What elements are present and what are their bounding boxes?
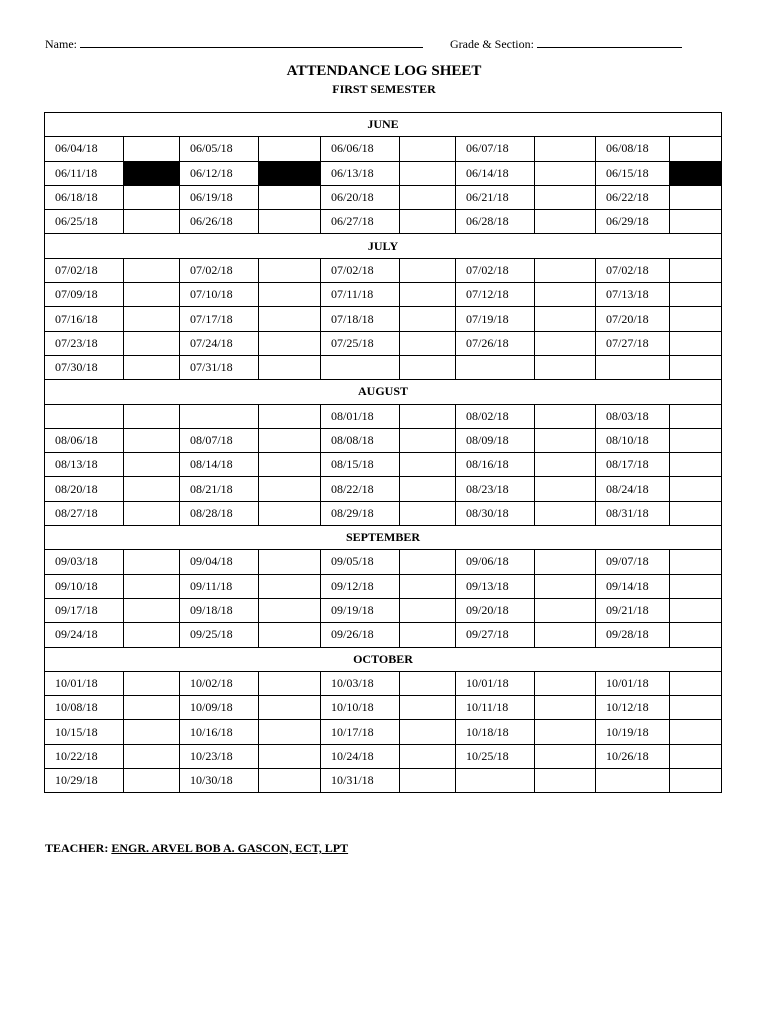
date-cell: 10/01/18 [456, 671, 535, 695]
date-cell: 07/02/18 [596, 258, 670, 282]
name-field [45, 37, 423, 52]
date-cell: 06/07/18 [456, 137, 535, 161]
attendance-cell[interactable] [400, 283, 456, 307]
date-cell: 09/17/18 [45, 598, 124, 622]
attendance-cell[interactable] [400, 574, 456, 598]
date-cell: 10/31/18 [321, 769, 400, 793]
attendance-cell[interactable] [400, 720, 456, 744]
date-cell: 06/20/18 [321, 185, 400, 209]
attendance-cell[interactable] [670, 671, 722, 695]
date-cell: 10/03/18 [321, 671, 400, 695]
attendance-cell[interactable] [535, 453, 596, 477]
date-cell: 10/08/18 [45, 696, 124, 720]
attendance-cell[interactable] [670, 550, 722, 574]
attendance-cell[interactable] [259, 185, 321, 209]
date-cell: 07/13/18 [596, 283, 670, 307]
date-cell: 08/20/18 [45, 477, 124, 501]
attendance-cell[interactable] [124, 283, 180, 307]
attendance-cell[interactable] [400, 210, 456, 234]
date-cell: 07/10/18 [180, 283, 259, 307]
attendance-cell[interactable] [535, 161, 596, 185]
date-cell: 07/23/18 [45, 331, 124, 355]
attendance-cell[interactable] [670, 453, 722, 477]
date-cell: 07/31/18 [180, 355, 259, 379]
table-row [45, 283, 722, 307]
date-cell: 07/25/18 [321, 331, 400, 355]
attendance-cell[interactable] [535, 428, 596, 452]
date-cell: 09/28/18 [596, 623, 670, 647]
attendance-cell[interactable] [535, 720, 596, 744]
date-cell: 09/03/18 [45, 550, 124, 574]
attendance-cell[interactable] [259, 283, 321, 307]
attendance-cell[interactable] [670, 185, 722, 209]
date-cell: 07/02/18 [45, 258, 124, 282]
table-row [45, 744, 722, 768]
date-cell: 10/24/18 [321, 744, 400, 768]
date-cell: 08/29/18 [321, 501, 400, 525]
date-cell: 08/21/18 [180, 477, 259, 501]
date-cell: 07/24/18 [180, 331, 259, 355]
date-cell: 10/16/18 [180, 720, 259, 744]
date-cell: 08/03/18 [596, 404, 670, 428]
attendance-cell[interactable] [400, 404, 456, 428]
attendance-cell[interactable] [124, 501, 180, 525]
attendance-cell[interactable] [400, 623, 456, 647]
date-cell: 08/14/18 [180, 453, 259, 477]
month-header-row [45, 380, 722, 404]
date-cell: 06/12/18 [180, 161, 259, 185]
attendance-cell[interactable] [670, 137, 722, 161]
month-header: JULY [45, 234, 722, 258]
date-cell: 09/11/18 [180, 574, 259, 598]
attendance-cell[interactable] [535, 210, 596, 234]
attendance-cell[interactable] [124, 598, 180, 622]
date-cell: 07/16/18 [45, 307, 124, 331]
date-cell: 06/28/18 [456, 210, 535, 234]
attendance-cell[interactable] [124, 210, 180, 234]
attendance-cell[interactable] [400, 258, 456, 282]
date-cell: 06/06/18 [321, 137, 400, 161]
table-row [45, 331, 722, 355]
date-cell [180, 404, 259, 428]
attendance-cell[interactable] [400, 671, 456, 695]
table-row [45, 137, 722, 161]
attendance-table [44, 112, 722, 793]
attendance-cell[interactable] [535, 137, 596, 161]
attendance-cell[interactable] [535, 550, 596, 574]
table-row [45, 404, 722, 428]
date-cell: 06/13/18 [321, 161, 400, 185]
date-cell: 09/21/18 [596, 598, 670, 622]
grade-section-field [450, 37, 682, 52]
table-row [45, 769, 722, 793]
attendance-cell[interactable] [259, 501, 321, 525]
date-cell: 08/17/18 [596, 453, 670, 477]
date-cell: 10/17/18 [321, 720, 400, 744]
date-cell [596, 769, 670, 793]
attendance-cell[interactable] [535, 355, 596, 379]
date-cell: 08/06/18 [45, 428, 124, 452]
table-row [45, 696, 722, 720]
date-cell: 06/29/18 [596, 210, 670, 234]
date-cell: 07/18/18 [321, 307, 400, 331]
attendance-cell[interactable] [124, 258, 180, 282]
attendance-cell[interactable] [400, 428, 456, 452]
date-cell: 10/29/18 [45, 769, 124, 793]
date-cell: 10/11/18 [456, 696, 535, 720]
date-cell [456, 355, 535, 379]
attendance-cell[interactable] [124, 550, 180, 574]
month-header-row [45, 234, 722, 258]
date-cell: 09/13/18 [456, 574, 535, 598]
date-cell: 06/22/18 [596, 185, 670, 209]
date-cell: 09/20/18 [456, 598, 535, 622]
date-cell: 09/04/18 [180, 550, 259, 574]
attendance-cell[interactable] [400, 355, 456, 379]
month-header: JUNE [45, 113, 722, 137]
attendance-cell[interactable] [400, 696, 456, 720]
attendance-cell[interactable] [259, 210, 321, 234]
table-row [45, 258, 722, 282]
date-cell: 09/24/18 [45, 623, 124, 647]
date-cell: 06/18/18 [45, 185, 124, 209]
teacher-name: ENGR. ARVEL BOB A. GASCON, ECT, LPT [111, 841, 349, 855]
date-cell: 09/05/18 [321, 550, 400, 574]
attendance-cell[interactable] [259, 574, 321, 598]
date-cell: 10/23/18 [180, 744, 259, 768]
grade-section-label: Grade & Section: [450, 37, 534, 51]
attendance-cell[interactable] [535, 501, 596, 525]
attendance-cell[interactable] [400, 331, 456, 355]
attendance-cell[interactable] [535, 696, 596, 720]
attendance-cell[interactable] [124, 574, 180, 598]
date-cell [596, 355, 670, 379]
date-cell: 09/27/18 [456, 623, 535, 647]
teacher-label: TEACHER: [45, 841, 109, 855]
attendance-cell[interactable] [400, 550, 456, 574]
table-row [45, 185, 722, 209]
date-cell: 10/01/18 [596, 671, 670, 695]
attendance-cell[interactable] [259, 720, 321, 744]
date-cell: 06/19/18 [180, 185, 259, 209]
attendance-cell[interactable] [259, 453, 321, 477]
date-cell: 06/27/18 [321, 210, 400, 234]
attendance-cell[interactable] [535, 769, 596, 793]
attendance-cell[interactable] [124, 744, 180, 768]
table-row [45, 623, 722, 647]
date-cell: 06/21/18 [456, 185, 535, 209]
attendance-cell[interactable] [535, 258, 596, 282]
date-cell: 06/25/18 [45, 210, 124, 234]
table-row [45, 550, 722, 574]
attendance-cell[interactable] [535, 598, 596, 622]
attendance-cell[interactable] [259, 744, 321, 768]
date-cell: 06/26/18 [180, 210, 259, 234]
date-cell: 07/09/18 [45, 283, 124, 307]
date-cell: 08/31/18 [596, 501, 670, 525]
table-row [45, 598, 722, 622]
date-cell [45, 404, 124, 428]
date-cell: 06/04/18 [45, 137, 124, 161]
attendance-cell[interactable] [259, 696, 321, 720]
date-cell: 09/10/18 [45, 574, 124, 598]
date-cell: 08/23/18 [456, 477, 535, 501]
attendance-cell[interactable] [670, 355, 722, 379]
date-cell: 08/30/18 [456, 501, 535, 525]
attendance-cell[interactable] [400, 185, 456, 209]
attendance-cell[interactable] [535, 185, 596, 209]
date-cell: 08/15/18 [321, 453, 400, 477]
attendance-cell[interactable] [670, 623, 722, 647]
month-header-row [45, 647, 722, 671]
attendance-cell[interactable] [535, 404, 596, 428]
table-row [45, 453, 722, 477]
date-cell: 10/01/18 [45, 671, 124, 695]
attendance-cell[interactable] [124, 331, 180, 355]
date-cell: 08/24/18 [596, 477, 670, 501]
attendance-cell[interactable] [124, 696, 180, 720]
month-header: AUGUST [45, 380, 722, 404]
attendance-cell[interactable] [124, 671, 180, 695]
date-cell: 08/07/18 [180, 428, 259, 452]
attendance-cell[interactable] [535, 307, 596, 331]
date-cell: 08/02/18 [456, 404, 535, 428]
attendance-cell[interactable] [535, 623, 596, 647]
table-row [45, 307, 722, 331]
date-cell: 10/15/18 [45, 720, 124, 744]
attendance-cell[interactable] [259, 307, 321, 331]
attendance-cell[interactable] [124, 137, 180, 161]
date-cell: 08/22/18 [321, 477, 400, 501]
attendance-cell[interactable] [259, 477, 321, 501]
attendance-cell[interactable] [259, 428, 321, 452]
attendance-cell[interactable] [124, 355, 180, 379]
attendance-cell[interactable] [670, 574, 722, 598]
attendance-cell[interactable] [535, 744, 596, 768]
date-cell: 10/19/18 [596, 720, 670, 744]
attendance-cell[interactable] [400, 453, 456, 477]
shaded-attendance-cell [124, 161, 180, 185]
date-cell: 09/19/18 [321, 598, 400, 622]
attendance-cell[interactable] [124, 404, 180, 428]
date-cell [321, 355, 400, 379]
attendance-cell[interactable] [400, 501, 456, 525]
date-cell: 06/11/18 [45, 161, 124, 185]
teacher-line [45, 841, 348, 856]
date-cell: 10/25/18 [456, 744, 535, 768]
attendance-cell[interactable] [670, 428, 722, 452]
date-cell: 08/28/18 [180, 501, 259, 525]
page-title: ATTENDANCE LOG SHEET [286, 63, 482, 79]
date-cell: 06/14/18 [456, 161, 535, 185]
month-header-row [45, 526, 722, 550]
attendance-cell[interactable] [124, 720, 180, 744]
attendance-cell[interactable] [124, 428, 180, 452]
date-cell: 08/10/18 [596, 428, 670, 452]
date-cell: 09/06/18 [456, 550, 535, 574]
date-cell: 07/02/18 [456, 258, 535, 282]
date-cell: 07/17/18 [180, 307, 259, 331]
attendance-cell[interactable] [124, 185, 180, 209]
attendance-cell[interactable] [670, 404, 722, 428]
date-cell: 08/16/18 [456, 453, 535, 477]
attendance-cell[interactable] [670, 283, 722, 307]
attendance-cell[interactable] [670, 258, 722, 282]
date-cell: 06/05/18 [180, 137, 259, 161]
date-cell: 06/15/18 [596, 161, 670, 185]
attendance-cell[interactable] [670, 696, 722, 720]
attendance-cell[interactable] [124, 453, 180, 477]
table-row [45, 210, 722, 234]
date-cell: 07/30/18 [45, 355, 124, 379]
attendance-cell[interactable] [670, 744, 722, 768]
date-cell: 07/02/18 [180, 258, 259, 282]
attendance-cell[interactable] [670, 769, 722, 793]
date-cell: 10/02/18 [180, 671, 259, 695]
date-cell: 07/11/18 [321, 283, 400, 307]
shaded-attendance-cell [670, 161, 722, 185]
attendance-cell[interactable] [124, 769, 180, 793]
attendance-cell[interactable] [400, 137, 456, 161]
date-cell: 07/12/18 [456, 283, 535, 307]
attendance-cell[interactable] [670, 501, 722, 525]
attendance-cell[interactable] [259, 598, 321, 622]
attendance-cell[interactable] [535, 283, 596, 307]
date-cell: 10/10/18 [321, 696, 400, 720]
table-row [45, 574, 722, 598]
date-cell: 06/08/18 [596, 137, 670, 161]
attendance-cell[interactable] [259, 671, 321, 695]
date-cell: 10/09/18 [180, 696, 259, 720]
date-cell: 07/02/18 [321, 258, 400, 282]
date-cell: 07/26/18 [456, 331, 535, 355]
attendance-cell[interactable] [400, 598, 456, 622]
attendance-cell[interactable] [400, 161, 456, 185]
table-row [45, 671, 722, 695]
attendance-cell[interactable] [259, 550, 321, 574]
attendance-cell[interactable] [124, 307, 180, 331]
attendance-cell[interactable] [259, 623, 321, 647]
attendance-cell[interactable] [259, 404, 321, 428]
date-cell: 08/27/18 [45, 501, 124, 525]
date-cell: 10/22/18 [45, 744, 124, 768]
date-cell: 09/18/18 [180, 598, 259, 622]
date-cell: 10/30/18 [180, 769, 259, 793]
attendance-cell[interactable] [535, 331, 596, 355]
table-row [45, 720, 722, 744]
shaded-attendance-cell [259, 161, 321, 185]
date-cell: 10/26/18 [596, 744, 670, 768]
attendance-cell[interactable] [670, 720, 722, 744]
name-label: Name: [45, 37, 77, 51]
name-blank-line[interactable] [80, 37, 423, 48]
attendance-cell[interactable] [259, 331, 321, 355]
attendance-cell[interactable] [670, 331, 722, 355]
month-header: OCTOBER [45, 647, 722, 671]
attendance-cell[interactable] [535, 477, 596, 501]
date-cell: 10/18/18 [456, 720, 535, 744]
attendance-cell[interactable] [670, 598, 722, 622]
date-cell: 08/13/18 [45, 453, 124, 477]
attendance-cell[interactable] [670, 307, 722, 331]
table-row [45, 355, 722, 379]
attendance-cell[interactable] [670, 477, 722, 501]
attendance-cell[interactable] [124, 477, 180, 501]
date-cell: 09/07/18 [596, 550, 670, 574]
attendance-cell[interactable] [259, 258, 321, 282]
date-cell: 09/14/18 [596, 574, 670, 598]
date-cell: 07/19/18 [456, 307, 535, 331]
table-row [45, 501, 722, 525]
table-row [45, 477, 722, 501]
date-cell: 09/25/18 [180, 623, 259, 647]
date-cell: 07/27/18 [596, 331, 670, 355]
attendance-cell[interactable] [400, 769, 456, 793]
date-cell: 10/12/18 [596, 696, 670, 720]
attendance-cell[interactable] [400, 477, 456, 501]
attendance-cell[interactable] [400, 307, 456, 331]
month-header-row [45, 113, 722, 137]
attendance-cell[interactable] [124, 623, 180, 647]
date-cell [456, 769, 535, 793]
grade-section-blank-line[interactable] [537, 37, 682, 48]
table-row [45, 428, 722, 452]
date-cell: 07/20/18 [596, 307, 670, 331]
table-row [45, 161, 722, 185]
attendance-cell[interactable] [259, 769, 321, 793]
attendance-cell[interactable] [535, 671, 596, 695]
attendance-cell[interactable] [535, 574, 596, 598]
date-cell: 09/12/18 [321, 574, 400, 598]
month-header: SEPTEMBER [45, 526, 722, 550]
date-cell: 08/01/18 [321, 404, 400, 428]
attendance-cell[interactable] [670, 210, 722, 234]
page-subtitle: FIRST SEMESTER [332, 82, 436, 96]
attendance-cell[interactable] [259, 355, 321, 379]
date-cell: 09/26/18 [321, 623, 400, 647]
attendance-cell[interactable] [259, 137, 321, 161]
attendance-cell[interactable] [400, 744, 456, 768]
date-cell: 08/08/18 [321, 428, 400, 452]
date-cell: 08/09/18 [456, 428, 535, 452]
